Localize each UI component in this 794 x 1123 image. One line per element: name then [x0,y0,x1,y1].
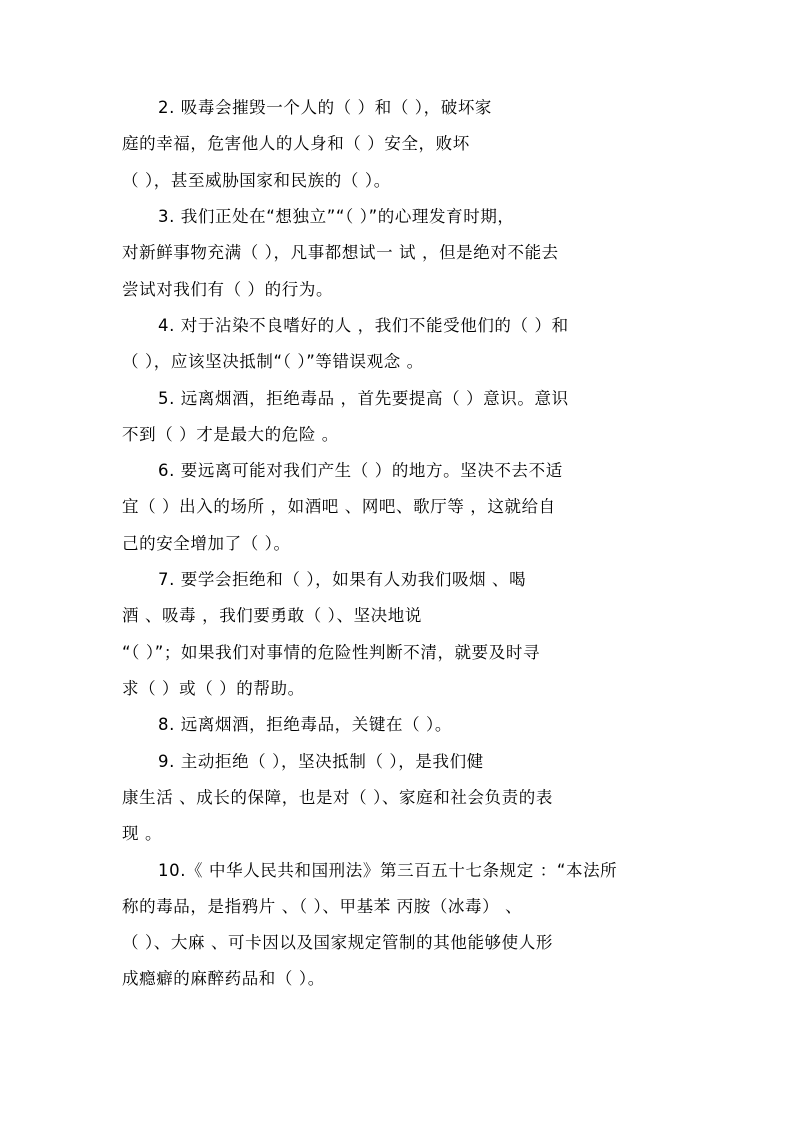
q10-line-1: 10.《 中华人民共和国刑法》第三百五十七条规定 ：“本法所 [158,861,618,880]
q10-line-2: 称的毒品，是指鸦片 、（ ）、甲基苯 丙胺（冰毒） 、 [122,897,523,916]
q7-line-4: 求（ ）或（ ）的帮助。 [122,679,305,698]
q2-line-2: 庭的幸福，危害他人的人身和（ ）安全，败坏 [122,134,470,153]
q6-line-2: 宜（ ）出入的场所 ，如酒吧 、网吧、歌厅等 ，这就给自 [122,497,556,516]
q4-line-2: （ ），应该坚决抵制“（ ）”等错误观念 。 [122,352,424,371]
q9-line-3: 现 。 [122,824,163,843]
q3-line-1: 3. 我们正处在“想独立”“（ ）”的心理发育时期， [158,207,515,226]
q7-line-2: 酒 、吸毒 ，我们要勇敢（ ）、坚决地说 [122,606,422,625]
q3-line-2: 对新鲜事物充满（ ），凡事都想试一 试 ，但是绝对不能去 [122,243,559,262]
q6-line-1: 6. 要远离可能对我们产生（ ）的地方。坚决不去不适 [158,461,563,480]
q7-line-3: “（ ）”；如果我们对事情的危险性判断不清，就要及时寻 [122,643,541,662]
q10-line-3: （ ）、大麻 、可卡因以及国家规定管制的其他能够使人形 [122,933,553,952]
q4-line-1: 4. 对于沾染不良嗜好的人 ，我们不能受他们的（ ）和 [158,316,569,335]
q5-line-1: 5. 远离烟酒，拒绝毒品 ，首先要提高（ ）意识。意识 [158,389,569,408]
q9-line-2: 康生活 、成长的保障，也是对（ ）、家庭和社会负责的表 [122,788,553,807]
q7-line-1: 7. 要学会拒绝和（ ），如果有人劝我们吸烟 、喝 [158,570,527,589]
q6-line-3: 己的安全增加了（ ）。 [122,534,291,553]
q2-line-3: （ ），甚至威胁国家和民族的（ ）。 [122,171,391,190]
q3-line-3: 尝试对我们有（ ）的行为。 [122,280,334,299]
q9-line-1: 9. 主动拒绝（ ），坚决抵制（ ），是我们健 [158,752,484,771]
q2-line-1: 2. 吸毒会摧毁一个人的（ ）和（ ），破坏家 [158,98,493,117]
q10-line-4: 成瘾癖的麻醉药品和（ ）。 [122,969,325,988]
q5-line-2: 不到（ ）才是最大的危险 。 [122,425,339,444]
q8-line-1: 8. 远离烟酒，拒绝毒品，关键在（ ）。 [158,715,452,734]
